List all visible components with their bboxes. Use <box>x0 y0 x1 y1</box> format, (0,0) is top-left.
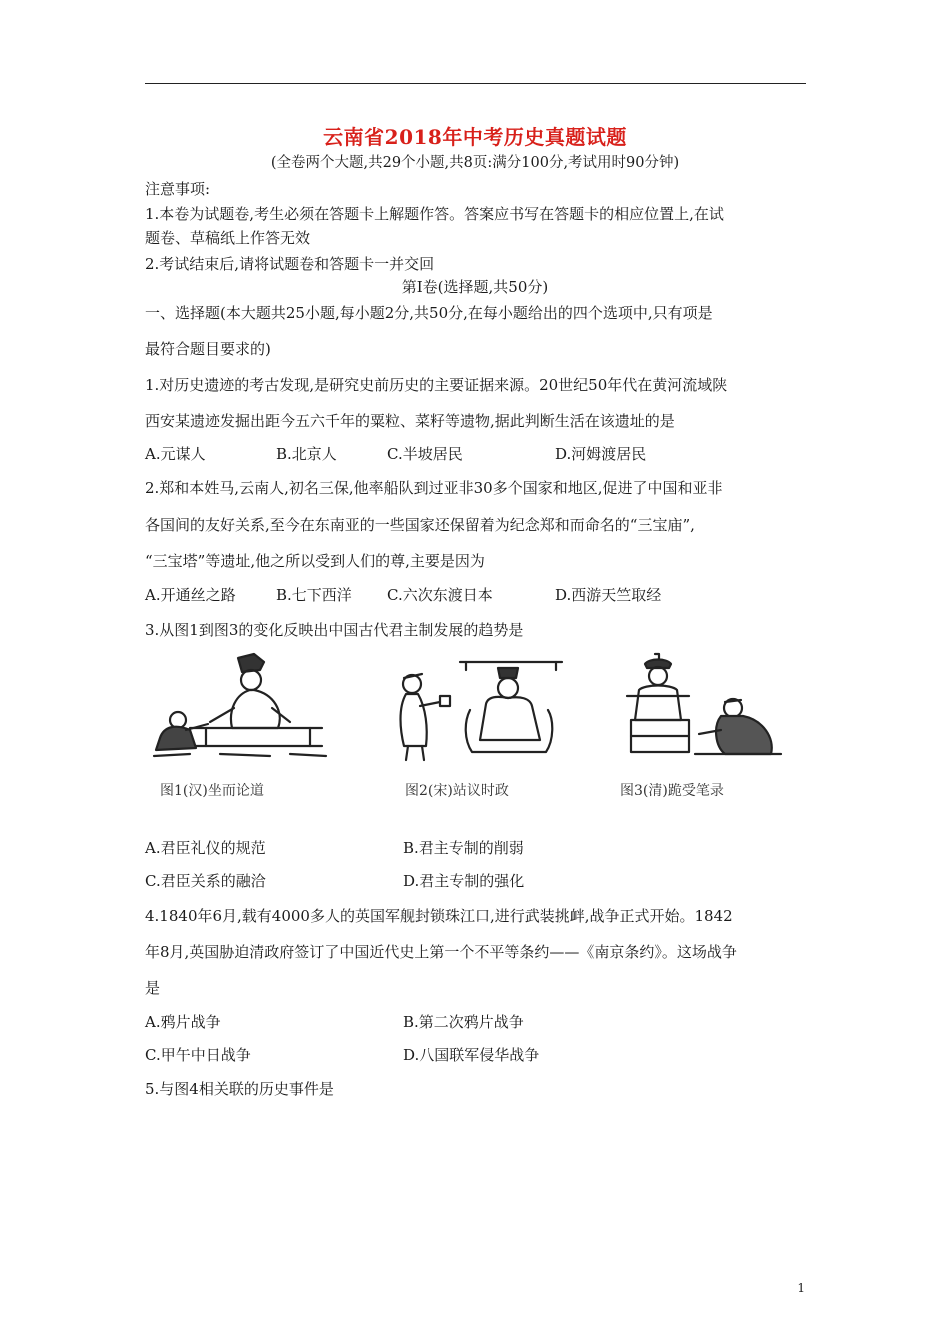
question-1-option-d: D.河姆渡居民 <box>555 445 647 463</box>
question-1-line-2: 西安某遗迹发掘出距今五六千年的粟粒、菜籽等遗物,据此判断生活在该遗址的是 <box>145 412 675 430</box>
question-4-option-c: C.甲午中日战争 <box>145 1046 251 1064</box>
question-3-option-b: B.君主专制的削弱 <box>403 839 524 857</box>
figure-1-caption: 图1(汉)坐而论道 <box>160 783 264 799</box>
notice-item-1-line-2: 题卷、草稿纸上作答无效 <box>145 229 311 247</box>
question-3-option-c: C.君臣关系的融洽 <box>145 872 266 890</box>
exam-subtitle: (全卷两个大题,共29个小题,共8页:满分100分,考试用时90分钟) <box>270 155 680 171</box>
part-1-title: 第Ⅰ卷(选择题,共50分) <box>401 278 549 296</box>
question-4-option-a: A.鸦片战争 <box>145 1013 221 1031</box>
question-1-line-1: 1.对历史遗迹的考古发现,是研究史前历史的主要证据来源。20世纪50年代在黄河流域陕 <box>145 376 728 394</box>
question-5-line-1: 5.与图4相关联的历史事件是 <box>145 1080 334 1098</box>
question-4-option-b: B.第二次鸦片战争 <box>403 1013 524 1031</box>
question-2-line-3: “三宝塔”等遗址,他之所以受到人们的尊,主要是因为 <box>145 552 485 570</box>
page-title: 云南省2018年中考历史真题试题 <box>323 125 627 149</box>
question-3-option-d: D.君主专制的强化 <box>403 872 525 890</box>
question-2-option-c: C.六次东渡日本 <box>387 586 493 604</box>
figure-3-illustration <box>625 650 785 765</box>
question-4-line-3: 是 <box>145 979 161 997</box>
section-intro-line-1: 一、选择题(本大题共25小题,每小题2分,共50分,在每小题给出的四个选项中,只有项是 <box>145 304 713 322</box>
question-1-option-c: C.半坡居民 <box>387 445 463 463</box>
question-3-option-a: A.君臣礼仪的规范 <box>145 839 266 857</box>
question-4-line-1: 4.1840年6月,载有4000多人的英国军舰封锁珠江口,进行武装挑衅,战争正式开始。1842 <box>145 907 733 925</box>
section-intro-line-2: 最符合题目要求的) <box>145 340 271 358</box>
figure-2-illustration <box>390 650 570 765</box>
question-2-line-2: 各国间的友好关系,至今在东南亚的一些国家还保留着为纪念郑和而命名的“三宝庙”, <box>145 516 695 534</box>
figure-1-illustration <box>150 650 330 765</box>
question-1-option-a: A.元谋人 <box>145 445 206 463</box>
question-1-option-b: B.北京人 <box>276 445 337 463</box>
figure-2-caption: 图2(宋)站议时政 <box>405 783 509 799</box>
question-2-option-d: D.西游天竺取经 <box>555 586 662 604</box>
question-2-option-a: A.开通丝之路 <box>145 586 236 604</box>
question-4-option-d: D.八国联军侵华战争 <box>403 1046 540 1064</box>
figure-3-caption: 图3(清)跪受笔录 <box>620 783 724 799</box>
page-number: 1 <box>797 1281 805 1295</box>
header-rule <box>145 83 806 84</box>
question-2-line-1: 2.郑和本姓马,云南人,初名三保,他率船队到过亚非30多个国家和地区,促进了中国和亚非 <box>145 479 723 497</box>
question-4-line-2: 年8月,英国胁迫清政府签订了中国近代史上第一个不平等条约——《南京条约》。这场战争 <box>145 943 737 961</box>
notice-item-2: 2.考试结束后,请将试题卷和答题卡一并交回 <box>145 255 435 273</box>
question-2-option-b: B.七下西洋 <box>276 586 352 604</box>
notice-item-1-line-1: 1.本卷为试题卷,考生必须在答题卡上解题作答。答案应书写在答题卡的相应位置上,在试 <box>145 205 724 223</box>
question-3-line-1: 3.从图1到图3的变化反映出中国古代君主制发展的趋势是 <box>145 621 524 639</box>
notice-heading: 注意事项: <box>145 180 211 198</box>
